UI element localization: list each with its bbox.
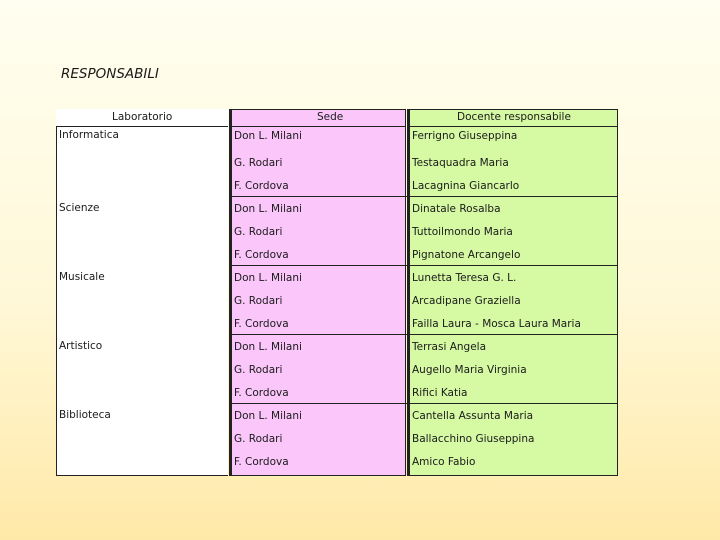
sede-cell: G. Rodari bbox=[234, 295, 283, 307]
laboratorio-cell: Artistico bbox=[59, 340, 103, 352]
sede-cell: G. Rodari bbox=[234, 364, 283, 376]
header-docente bbox=[407, 109, 618, 127]
page-title: RESPONSABILI bbox=[61, 66, 159, 82]
docente-cell: Tuttoilmondo Maria bbox=[412, 226, 513, 238]
group-divider bbox=[229, 403, 618, 404]
docente-cell: Cantella Assunta Maria bbox=[412, 410, 534, 422]
docente-cell: Dinatale Rosalba bbox=[412, 203, 501, 215]
sede-cell: Don L. Milani bbox=[234, 272, 302, 284]
responsabili-table bbox=[56, 109, 618, 476]
group-divider bbox=[229, 265, 618, 266]
group-divider bbox=[229, 196, 618, 197]
group-divider bbox=[229, 334, 618, 335]
sede-cell: F. Cordova bbox=[234, 318, 289, 330]
docente-cell: Rifici Katia bbox=[412, 387, 468, 399]
docente-cell: Testaquadra Maria bbox=[412, 157, 509, 169]
header-laboratorio bbox=[56, 109, 228, 127]
docente-cell: Pignatone Arcangelo bbox=[412, 249, 521, 261]
sede-cell: G. Rodari bbox=[234, 226, 283, 238]
docente-cell: Lacagnina Giancarlo bbox=[412, 180, 520, 192]
docente-cell: Arcadipane Graziella bbox=[412, 295, 521, 307]
docente-cell: Lunetta Teresa G. L. bbox=[412, 272, 517, 284]
sede-cell: Don L. Milani bbox=[234, 410, 302, 422]
laboratorio-cell: Musicale bbox=[59, 271, 105, 283]
docente-cell: Terrasi Angela bbox=[412, 341, 487, 353]
laboratorio-cell: Informatica bbox=[59, 129, 119, 141]
sede-cell: Don L. Milani bbox=[234, 341, 302, 353]
docente-cell: Ferrigno Giuseppina bbox=[412, 130, 518, 142]
laboratorio-cell: Biblioteca bbox=[59, 409, 111, 421]
sede-cell: F. Cordova bbox=[234, 249, 289, 261]
docente-cell: Augello Maria Virginia bbox=[412, 364, 527, 376]
header-sede-label: Sede bbox=[317, 111, 344, 123]
sede-cell: F. Cordova bbox=[234, 387, 289, 399]
sede-cell: G. Rodari bbox=[234, 157, 283, 169]
sede-cell: Don L. Milani bbox=[234, 203, 302, 215]
laboratorio-cell: Scienze bbox=[59, 202, 100, 214]
sede-cell: F. Cordova bbox=[234, 456, 289, 468]
sede-cell: F. Cordova bbox=[234, 180, 289, 192]
docente-cell: Failla Laura - Mosca Laura Maria bbox=[412, 318, 581, 330]
sede-cell: Don L. Milani bbox=[234, 130, 302, 142]
header-sede bbox=[229, 109, 406, 127]
docente-cell: Ballacchino Giuseppina bbox=[412, 433, 535, 445]
header-docente-label: Docente responsabile bbox=[457, 111, 571, 123]
docente-cell: Amico Fabio bbox=[412, 456, 476, 468]
header-laboratorio-label: Laboratorio bbox=[112, 111, 173, 123]
sede-cell: G. Rodari bbox=[234, 433, 283, 445]
